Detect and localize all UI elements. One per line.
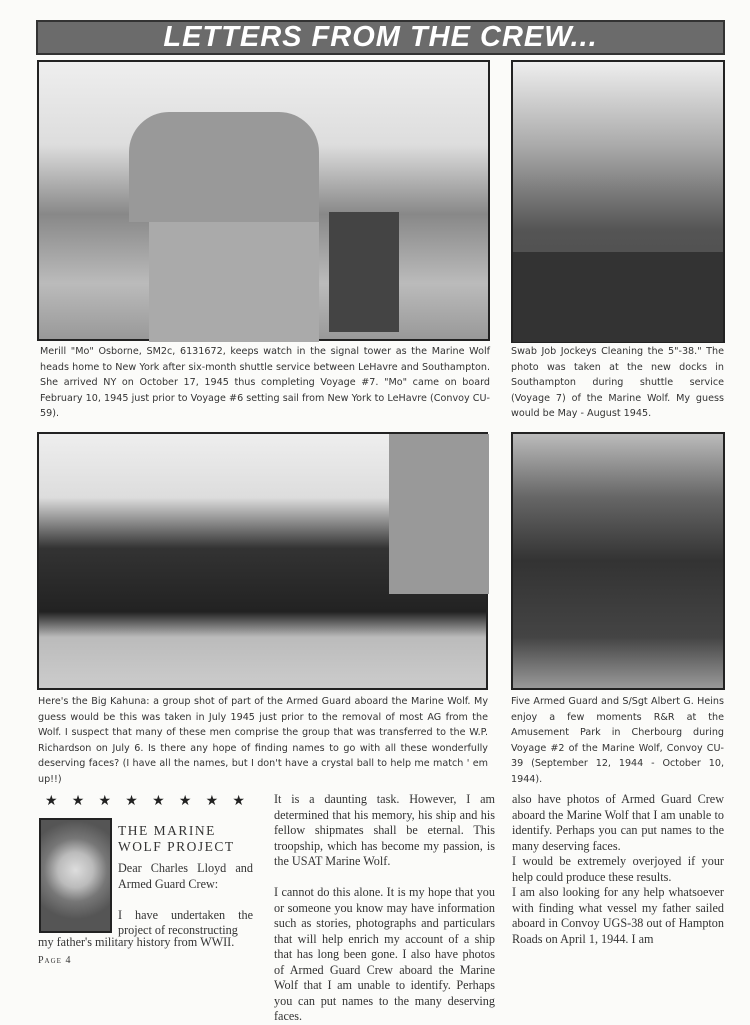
paragraph: I would be extremely overjoyed if your help could produce these results. xyxy=(512,854,724,884)
star-icon: ★ xyxy=(98,793,112,809)
paragraph: I cannot do this alone. It is my hope that you or someone you know may have information such as stories, photographs and particulars that will help enrich my account of a ship that has long been gone. I also have photos of Armed Guard Crew aboard the Marine Wolf that I am unable to identify. Perhaps you can put names to the many deserving faces. xyxy=(274,885,495,1023)
salutation: Dear Charles Lloyd and Armed Guard Crew: xyxy=(118,861,253,891)
photo-swab-jockeys xyxy=(511,60,725,343)
star-divider xyxy=(45,793,245,809)
article-column-2 xyxy=(274,792,495,1023)
paragraph: It is a daunting task. However, I am determined that his memory, his ship and his fellow shipmates shall be eternal. This troopship, which has become my passion, is the USAT Marine Wolf. xyxy=(274,792,495,868)
article-column-3 xyxy=(512,792,724,947)
paragraph-continued: also have photos of Armed Guard Crew aboard the Marine Wolf that I am unable to identify. Perhaps you can put names to the many deserving faces. xyxy=(512,792,724,853)
portrait-photo xyxy=(39,818,112,933)
photo-caption: Swab Job Jockeys Cleaning the 5"-38." The photo was taken at the new docks in Southampton during shuttle service (Voyage 7) of the Marine Wolf. My guess would be May - August 1945. xyxy=(511,346,724,419)
star-icon: ★ xyxy=(178,793,192,809)
photo-caption: Five Armed Guard and S/Sgt Albert G. Heins enjoy a few moments R&R at the Amusement Park in Cherbourg during Voyage #2 of the Marine Wolf, Convoy CU-39 (September 12, 1944 - October 10, 1944). xyxy=(511,696,724,785)
page-number: Page 4 xyxy=(38,955,72,966)
photo-signal-tower xyxy=(37,60,490,341)
article-title xyxy=(118,823,235,855)
article-column-1 xyxy=(118,861,253,939)
title-line: WOLF PROJECT xyxy=(118,839,235,854)
photo-caption: Here's the Big Kahuna: a group shot of part of the Armed Guard aboard the Marine Wolf. My guess would be this was taken in July 1945 just prior to the removal of most AG from the Wolf. I suspect that many of these men comprise the group that was transferred to the W.P. Richardson on July 6. Is there any hope of finding names to go with all these wonderfully deserving faces? (I have all the names, but I don't have a crystal ball to help me match ' em up!!) xyxy=(38,696,488,785)
paragraph: I have undertaken the project of reconstructing xyxy=(118,907,253,937)
photo-amusement-park xyxy=(511,432,725,690)
section-banner: LETTERS FROM THE CREW... xyxy=(36,20,725,55)
star-icon: ★ xyxy=(125,793,138,809)
photo-caption: Merill "Mo" Osborne, SM2c, 6131672, keeps watch in the signal tower as the Marine Wolf heads home to New York after six-month shuttle service between LeHavre and Southampton. She arrived NY on October 17, 1945 thus completing Voyage #7. "Mo" came on board February 10, 1945 just prior to Voyage #6 setting sail from New York to LeHavre (Convoy CU-59). xyxy=(40,346,490,419)
star-icon: ★ xyxy=(152,793,165,809)
photo-armed-guard-group xyxy=(37,432,488,690)
star-icon: ★ xyxy=(232,793,245,809)
star-icon: ★ xyxy=(45,793,58,809)
star-icon: ★ xyxy=(71,793,85,809)
paragraph: my father's military history from WWII. xyxy=(38,935,235,949)
star-icon: ★ xyxy=(205,793,219,809)
paragraph: I am also looking for any help whatsoever with finding what vessel my father sailed aboard in Convoy UGS-38 out of Hampton Roads on April 1, 1944. I am xyxy=(512,885,724,946)
title-line: THE MARINE xyxy=(118,823,216,838)
